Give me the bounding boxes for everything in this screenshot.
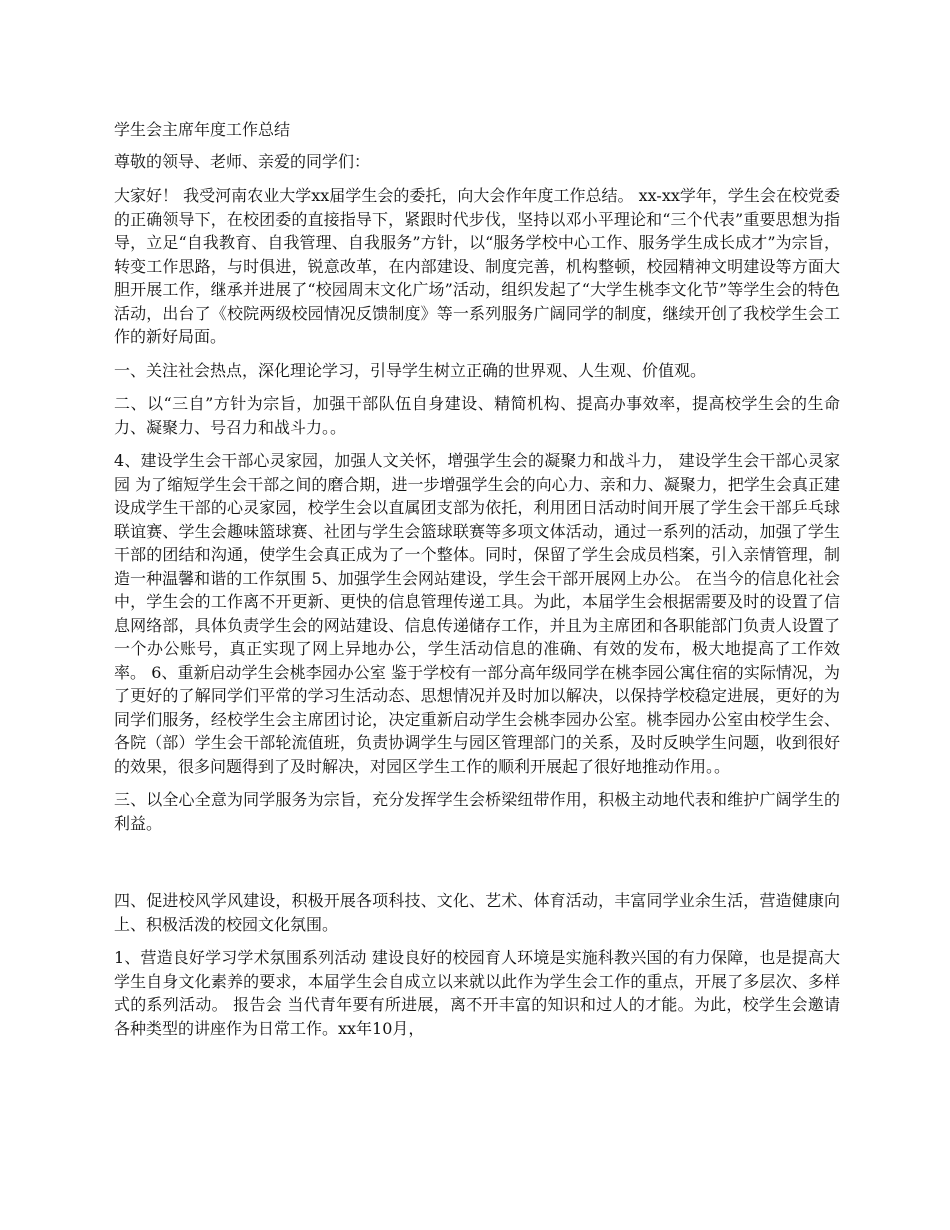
- document-title: 学生会主席年度工作总结: [114, 120, 291, 139]
- section-heading-3: 三、以全心全意为同学服务为宗旨，充分发挥学生会桥梁纽带作用，积极主动地代表和维护广阔学生的利益。: [114, 790, 840, 833]
- section-heading-2: 二、以“三自”方针为宗旨，加强干部队伍自身建设、精简机构、提高办事效率，提高校学生会的生命力、凝聚力、号召力和战斗力。。: [114, 394, 840, 437]
- greeting: 尊敬的领导、老师、亲爱的同学们：: [114, 152, 371, 171]
- blank-gap: [114, 845, 840, 889]
- section-heading-4: 四、促进校风学风建设，积极开展各项科技、文化、艺术、体育活动，丰富同学业余生活，营造健康向上、积极活泼的校园文化氛围。: [114, 891, 840, 934]
- section-heading-1: 一、关注社会热点，深化理论学习，引导学生树立正确的世界观、人生观、价值观。: [114, 360, 707, 380]
- paragraph-intro: 大家好！ 我受河南农业大学xx届学生会的委托，向大会作年度工作总结。 xx-xx学年，学生会在校党委的正确领导下，在校团委的直接指导下，紧跟时代步伐，坚持以邓小平理论和“三个代表”重要思想为指导，立足“自我教育、自我管理、自我服务”方针，以“服务学校中心工作、服务学生成长成才”为宗旨，转变工作思路，与时俱进，锐意改革，在内部建设、制度完善，机构整顿，校园精神文明建设等方面大胆开展工作，继承并进展了“校园周末文化广场”活动，组织发起了“大学生桃李文化节”等学生会的特色活动，出台了《校院两级校园情况反馈制度》等一系列服务广阔同学的制度，继续开创了我校学生会工作的新好局面。: [114, 186, 840, 346]
- paragraph-items-4-6: 4、建设学生会干部心灵家园，加强人文关怀，增强学生会的凝聚力和战斗力， 建设学生会干部心灵家园 为了缩短学生会干部之间的磨合期，进一步增强学生会的向心力、亲和力、凝聚力，把学生会真正建设成学生干部的心灵家园，校学生会以直属团支部为依托，利用团日活动时间开展了学生会干部乒乓球联谊赛、学生会趣味篮球赛、社团与学生会篮球联赛等多项文体活动，通过一系列的活动，加强了学生干部的团结和沟通，使学生会真正成为了一个整体。同时，保留了学生会成员档案，引入亲情管理，制造一种温馨和谐的工作氛围 5、加强学生会网站建设，学生会干部开展网上办公。 在当今的信息化社会中，学生会的工作离不开更新、更快的信息管理传递工具。为此，本届学生会根据需要及时的设置了信息网络部，具体负责学生会的网站建设、信息传递储存工作，并且为主席团和各职能部门负责人设置了一个办公账号，真正实现了网上异地办公，学生活动信息的准确、有效的发布，极大地提高了工作效率。 6、重新启动学生会桃李园办公室 鉴于学校有一部分高年级同学在桃李园公寓住宿的实际情况，为了更好的了解同学们平常的学习生活动态、思想情况并及时加以解决，以保持学校稳定进展，更好的为同学们服务，经校学生会主席团讨论，决定重新启动学生会桃李园办公室。桃李园办公室由校学生会、各院（部）学生会干部轮流值班，负责协调学生与园区管理部门的关系，及时反映学生问题，收到很好的效果，很多问题得到了及时解决，对园区学生工作的顺利开展起了很好地推动作用。。: [114, 451, 840, 776]
- paragraph-item-1: 1、营造良好学习学术氛围系列活动 建设良好的校园育人环境是实施科教兴国的有力保障，也是提高大学生自身文化素养的要求，本届学生会自成立以来就以此作为学生会工作的重点，开展了多层次、多样式的系列活动。 报告会 当代青年要有所进展，离不开丰富的知识和过人的才能。为此，校学生会邀请各种类型的讲座作为日常工作。xx年10月，: [114, 948, 840, 1038]
- document-page: [114, 118, 840, 1050]
